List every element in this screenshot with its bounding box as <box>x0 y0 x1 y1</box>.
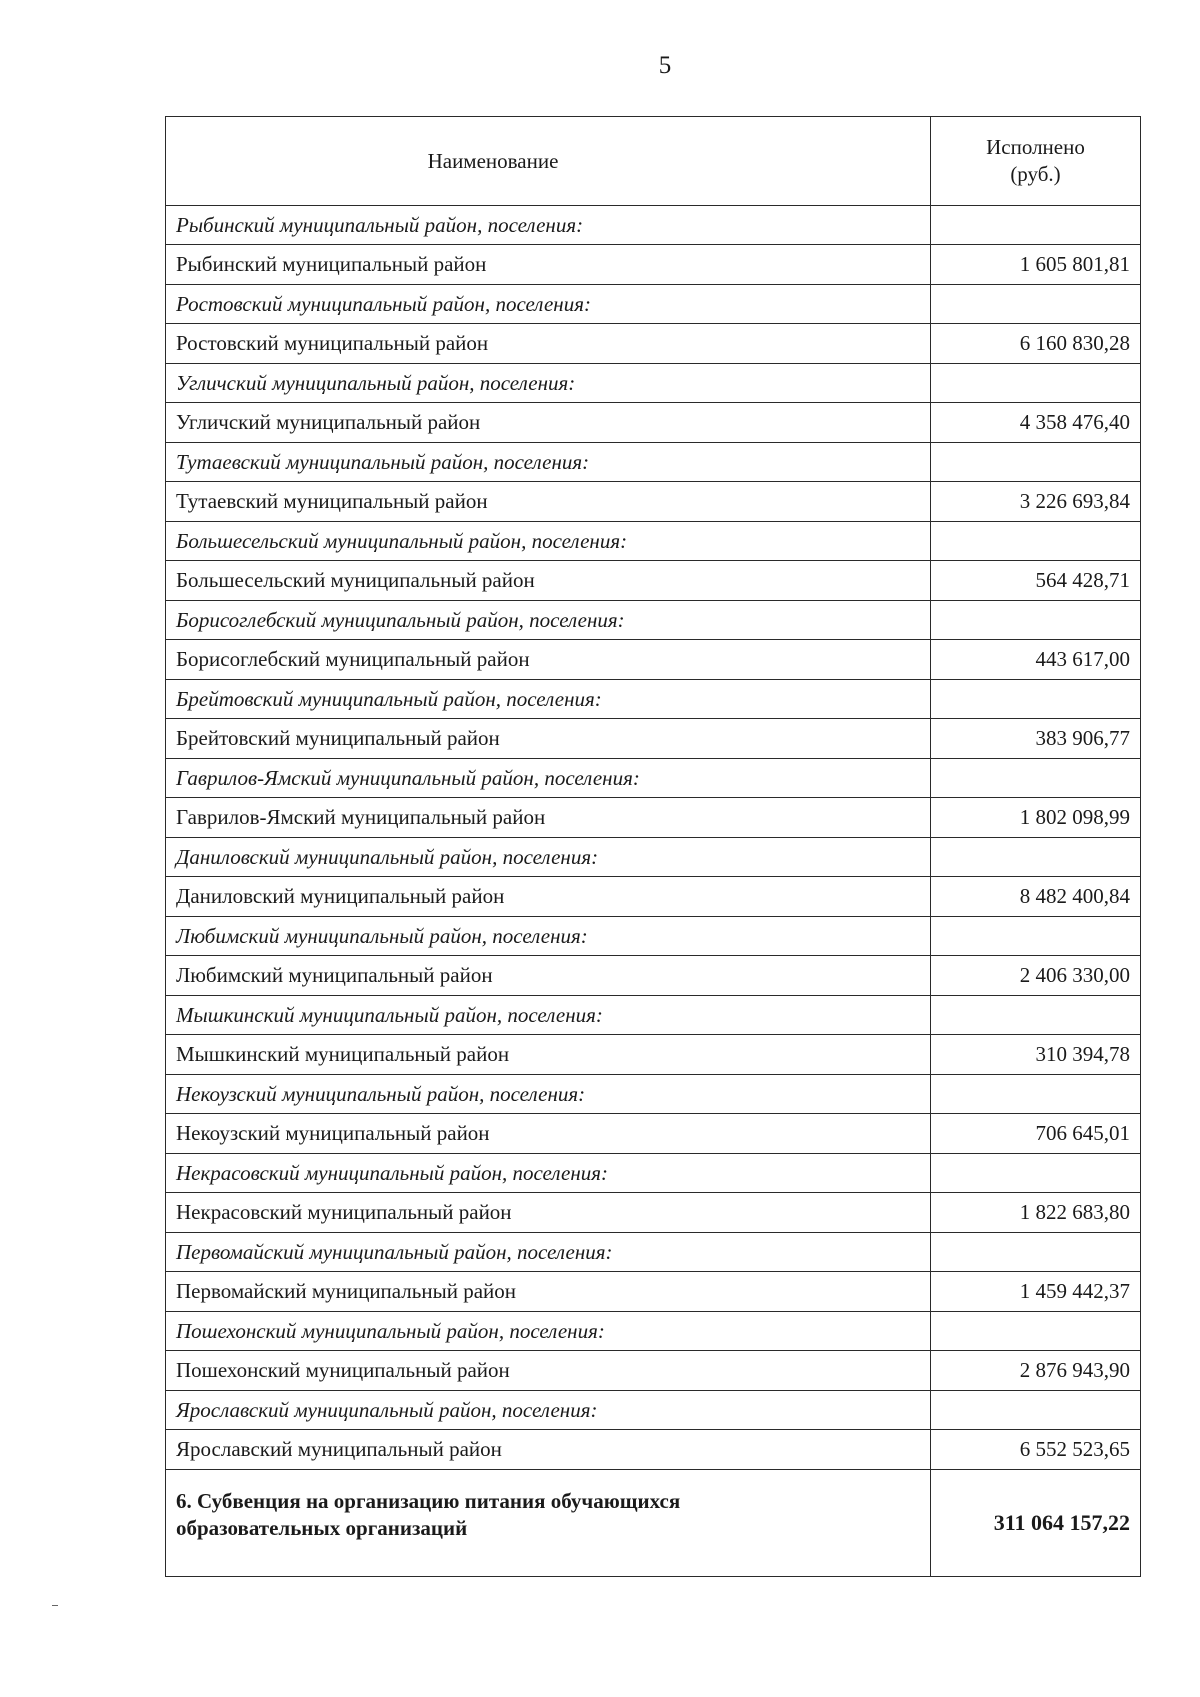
district-value: 2 876 943,90 <box>931 1351 1141 1391</box>
group-label: Некоузский муниципальный район, поселения: <box>166 1075 931 1114</box>
district-name: Пошехонский муниципальный район <box>166 1351 931 1391</box>
table-row <box>166 798 1141 838</box>
district-name: Первомайский муниципальный район <box>166 1272 931 1312</box>
group-value-empty <box>931 838 1141 877</box>
group-row <box>166 206 1141 245</box>
group-row <box>166 1075 1141 1114</box>
table-row <box>166 245 1141 285</box>
group-value-empty <box>931 522 1141 561</box>
table-row <box>166 719 1141 759</box>
group-label: Гаврилов-Ямский муниципальный район, поселения: <box>166 759 931 798</box>
table-row <box>166 640 1141 680</box>
group-label: Брейтовский муниципальный район, поселения: <box>166 680 931 719</box>
table-row <box>166 1193 1141 1233</box>
group-value-empty <box>931 680 1141 719</box>
district-value: 1 605 801,81 <box>931 245 1141 285</box>
table-row <box>166 403 1141 443</box>
group-row <box>166 285 1141 324</box>
table-row <box>166 1272 1141 1312</box>
district-value: 1 822 683,80 <box>931 1193 1141 1233</box>
budget-table <box>165 116 1141 1577</box>
group-row <box>166 1312 1141 1351</box>
district-value: 383 906,77 <box>931 719 1141 759</box>
group-label: Некрасовский муниципальный район, поселения: <box>166 1154 931 1193</box>
district-value: 310 394,78 <box>931 1035 1141 1075</box>
group-row <box>166 1391 1141 1430</box>
group-label: Даниловский муниципальный район, поселения: <box>166 838 931 877</box>
district-name: Даниловский муниципальный район <box>166 877 931 917</box>
district-name: Борисоглебский муниципальный район <box>166 640 931 680</box>
district-name: Тутаевский муниципальный район <box>166 482 931 522</box>
district-value: 706 645,01 <box>931 1114 1141 1154</box>
group-row <box>166 838 1141 877</box>
table-row <box>166 1035 1141 1075</box>
table-row <box>166 956 1141 996</box>
district-value: 8 482 400,84 <box>931 877 1141 917</box>
district-value: 564 428,71 <box>931 561 1141 601</box>
group-label: Рыбинский муниципальный район, поселения: <box>166 206 931 245</box>
district-name: Мышкинский муниципальный район <box>166 1035 931 1075</box>
district-name: Некрасовский муниципальный район <box>166 1193 931 1233</box>
table-row <box>166 1430 1141 1470</box>
group-row <box>166 759 1141 798</box>
district-name: Любимский муниципальный район <box>166 956 931 996</box>
total-label <box>166 1470 931 1577</box>
table-row <box>166 1351 1141 1391</box>
district-name: Брейтовский муниципальный район <box>166 719 931 759</box>
group-value-empty <box>931 364 1141 403</box>
district-name: Ростовский муниципальный район <box>166 324 931 364</box>
district-name: Угличский муниципальный район <box>166 403 931 443</box>
group-value-empty <box>931 285 1141 324</box>
header-name: Наименование <box>166 117 931 206</box>
group-value-empty <box>931 1154 1141 1193</box>
group-row <box>166 996 1141 1035</box>
group-value-empty <box>931 206 1141 245</box>
group-value-empty <box>931 1312 1141 1351</box>
group-value-empty <box>931 1391 1141 1430</box>
group-value-empty <box>931 601 1141 640</box>
total-value: 311 064 157,22 <box>931 1470 1141 1577</box>
district-name: Некоузский муниципальный район <box>166 1114 931 1154</box>
district-value: 1 802 098,99 <box>931 798 1141 838</box>
page-number: 5 <box>658 52 672 79</box>
group-value-empty <box>931 917 1141 956</box>
district-value: 443 617,00 <box>931 640 1141 680</box>
group-label: Угличский муниципальный район, поселения: <box>166 364 931 403</box>
margin-mark <box>52 1605 58 1606</box>
header-value <box>931 117 1141 206</box>
group-row <box>166 1233 1141 1272</box>
group-value-empty <box>931 443 1141 482</box>
header-value-line1: Исполнено <box>986 135 1085 159</box>
group-label: Любимский муниципальный район, поселения: <box>166 917 931 956</box>
group-label: Борисоглебский муниципальный район, поселения: <box>166 601 931 640</box>
district-value: 4 358 476,40 <box>931 403 1141 443</box>
group-row <box>166 1154 1141 1193</box>
total-row <box>166 1470 1141 1577</box>
group-label: Ярославский муниципальный район, поселения: <box>166 1391 931 1430</box>
district-name: Рыбинский муниципальный район <box>166 245 931 285</box>
table-row <box>166 561 1141 601</box>
district-name: Гаврилов-Ямский муниципальный район <box>166 798 931 838</box>
group-value-empty <box>931 1075 1141 1114</box>
total-label-line2: образовательных организаций <box>176 1516 468 1540</box>
group-row <box>166 364 1141 403</box>
group-row <box>166 443 1141 482</box>
table-body <box>166 206 1141 1470</box>
group-row <box>166 917 1141 956</box>
group-value-empty <box>931 996 1141 1035</box>
district-value: 6 552 523,65 <box>931 1430 1141 1470</box>
group-row <box>166 522 1141 561</box>
group-label: Мышкинский муниципальный район, поселения: <box>166 996 931 1035</box>
group-value-empty <box>931 759 1141 798</box>
group-label: Ростовский муниципальный район, поселения: <box>166 285 931 324</box>
district-name: Ярославский муниципальный район <box>166 1430 931 1470</box>
table-row <box>166 1114 1141 1154</box>
district-value: 2 406 330,00 <box>931 956 1141 996</box>
group-label: Пошехонский муниципальный район, поселения: <box>166 1312 931 1351</box>
header-value-line2: (руб.) <box>1010 162 1061 186</box>
group-row <box>166 601 1141 640</box>
group-value-empty <box>931 1233 1141 1272</box>
group-label: Тутаевский муниципальный район, поселения: <box>166 443 931 482</box>
table-header-row <box>166 117 1141 206</box>
group-label: Первомайский муниципальный район, поселения: <box>166 1233 931 1272</box>
district-value: 3 226 693,84 <box>931 482 1141 522</box>
district-value: 6 160 830,28 <box>931 324 1141 364</box>
group-label: Большесельский муниципальный район, поселения: <box>166 522 931 561</box>
district-value: 1 459 442,37 <box>931 1272 1141 1312</box>
table-row <box>166 324 1141 364</box>
table-row <box>166 877 1141 917</box>
group-row <box>166 680 1141 719</box>
total-label-line1: 6. Субвенция на организацию питания обучающихся <box>176 1489 681 1513</box>
table-row <box>166 482 1141 522</box>
district-name: Большесельский муниципальный район <box>166 561 931 601</box>
